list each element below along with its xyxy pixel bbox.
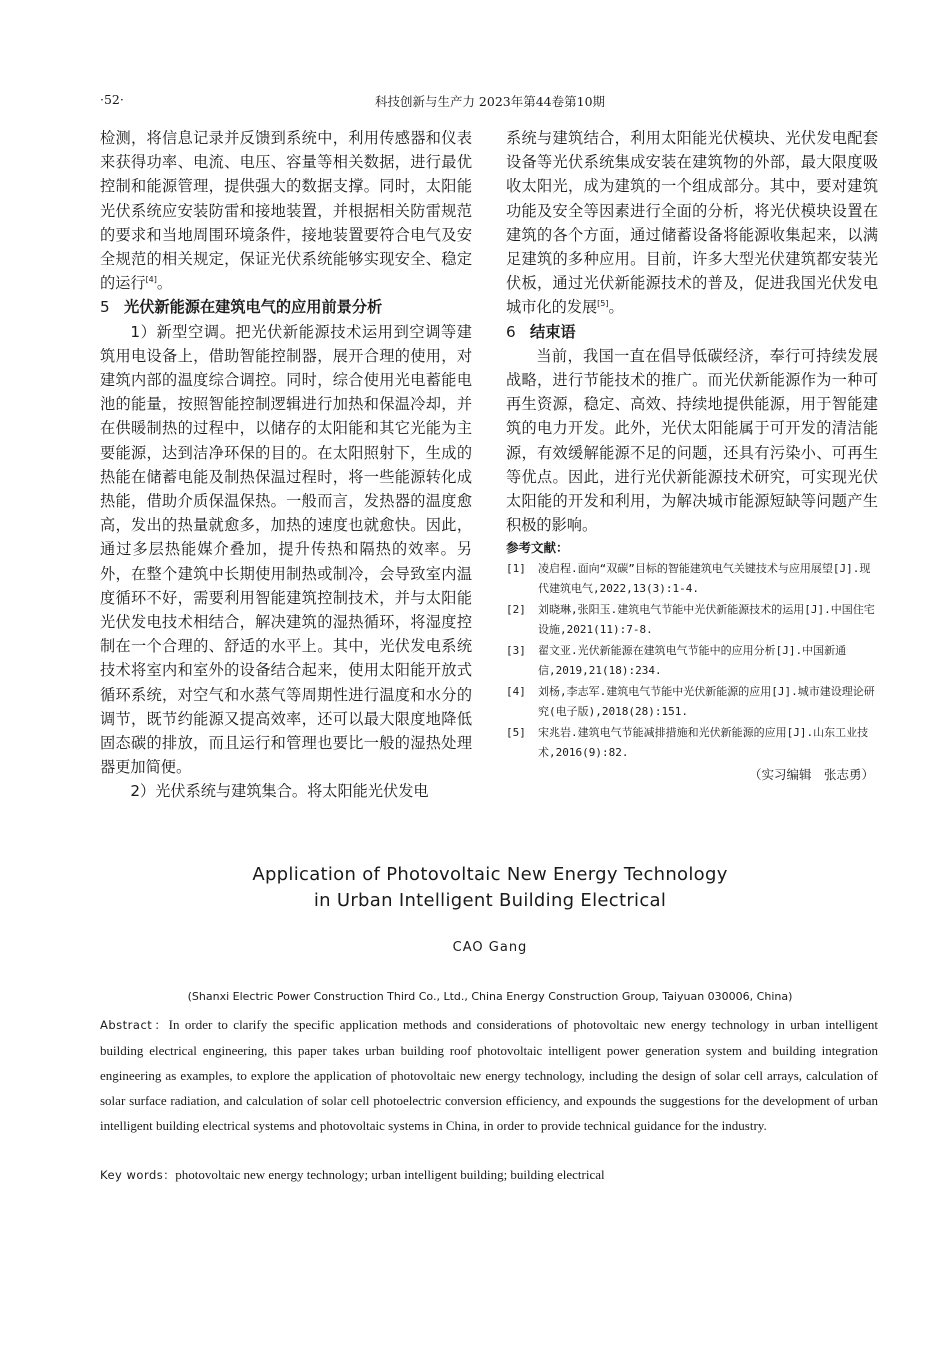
editor-note: （实习编辑 张志勇） — [748, 767, 874, 783]
reference-item: [1] 凌启程.面向“双碳”目标的智能建筑电气关键技术与应用展望[J].现代建筑电气,2022,13(3):1-4. — [506, 562, 871, 595]
abstract-text: In order to clarify the specific application methods and considerations of photovoltaic new energy technology in urban intelligent building electrical engineering, this paper takes urban building roof photovoltaic intelligent power generation system and building integration engineering as examples, to explore the application of photovoltaic new energy technology, including the design of solar cell arrays, calculation of solar surface radiation, and calculation of solar cell photoelectric conversion efficiency, and expounds the suggestions for the development of urban intelligent building electrical systems and photovoltaic systems in China, in order to provide technical guidance for the industry. — [100, 1017, 879, 1133]
right-paragraph-2: 当前，我国一直在倡导低碳经济，奉行可持续发展战略，进行节能技术的推广。而光伏新能源作为一种可再生资源，稳定、高效、持续地提供能源，用于智能建筑的电力开发。此外，光伏太阳能属于可开发的清洁能源，有效缓解能源不足的问题，还具有污染小、可再生等优点。因此，进行光伏新能源技术研究，可实现光伏太阳能的开发和利用，为解决城市能源短缺等问题产生积极的影响。 — [506, 346, 878, 535]
left-paragraph-1: 检测，将信息记录并反馈到系统中，利用传感器和仪表来获得功率、电流、电压、容量等相关数据，进行最优控制和能源管理，提供强大的数据支撑。同时，太阳能光伏系统应安装防雷和接地装置，并根据相关防雷规范的要求和当地周围环境条件，接地装置要符合电气及安全规范的相关规定，保证光伏系统能够实现安全、稳定的运行[4]。 — [100, 129, 472, 293]
keywords-label: Key words： — [100, 1168, 176, 1182]
reference-item: [4] 刘杨,李志军.建筑电气节能中光伏新能源的应用[J].城市建设理论研究(电子版),2018(28):151. — [506, 685, 875, 718]
english-author: CAO Gang — [452, 940, 528, 955]
left-paragraph-2: 1）新型空调。把光伏新能源技术运用到空调等建筑用电设备上，借助智能控制器，展开合理的使用，对建筑内部的温度综合调控。同时，综合使用光电蓄能电池的能量，按照智能控制逻辑进行加热和保温冷却，并在供暖制热的过程中，以储存的太阳能和其它光能为主要能源，达到洁净环保的目的。在太阳照射下，生成的热能在储蓄电能及制热保温过程时，将一些能源转化成热能，借助介质保温保热。一般而言，发热器的温度愈高，发出的热量就愈多，加热的速度也就愈快。因此，通过多层热能媒介叠加，提升传热和隔热的效率。另外，在整个建筑中长期使用制热或制冷，会导致室内温度循环不好，需要利用智能建筑控制技术，并与太阳能光伏发电技术相结合，解决建筑的湿热循环，将湿度控制在一个合理的、舒适的水平上。其中，光伏发电系统技术将室内和室外的设备结合起来，使用太阳能开放式循环系统，对空气和水蒸气等周期性进行温度和水分的调节，既节约能源又提高效率，还可以最大限度地降低固态碳的排放，而且运行和管理也要比一般的湿热处理器更加简便。 — [100, 322, 472, 777]
english-affiliation: (Shanxi Electric Power Construction Third Co., Ltd., China Energy Construction Group, Taiyuan 030006, China) — [187, 990, 793, 1003]
journal-title: 科技创新与生产力 2023年第44卷第10期 — [374, 94, 606, 109]
english-title: Application of Photovoltaic New Energy Technology in Urban Intelligent Building Electrical — [252, 864, 728, 911]
right-paragraph-1: 系统与建筑结合，利用太阳能光伏模块、光伏发电配套设备等光伏系统集成安装在建筑物的外部，最大限度吸收太阳光，成为建筑的一个组成部分。其中，要对建筑功能及安全等因素进行全面的分析，将光伏模块设置在建筑的各个方面，通过储蓄设备将能源收集起来，以满足建筑的多种应用。目前，许多大型光伏建筑都安装光伏板，通过光伏新能源技术的普及，促进我国光伏发电城市化的发展[5]。 — [506, 129, 878, 317]
english-abstract — [100, 1012, 878, 1138]
citation-5[interactable]: [5] — [597, 299, 609, 309]
reference-item: [3] 翟文亚.光伏新能源在建筑电气节能中的应用分析[J].中国新通信,2019,21(18):234. — [506, 644, 847, 677]
page-header — [100, 92, 880, 114]
page-number: ·52· — [100, 92, 124, 107]
left-column — [100, 126, 472, 804]
references-list — [506, 559, 878, 762]
section-5-heading: 5 光伏新能源在建筑电气的应用前景分析 — [100, 298, 383, 317]
abstract-label: Abstract： — [100, 1018, 169, 1032]
references-title: 参考文献： — [506, 540, 569, 556]
reference-item: [5] 宋兆岩.建筑电气节能减排措施和光伏新能源的应用[J].山东工业技术,2016(9):82. — [506, 726, 869, 759]
keywords-text: photovoltaic new energy technology; urban intelligent building; building electrical — [175, 1167, 605, 1182]
citation-4[interactable]: [4] — [145, 275, 157, 285]
right-column — [506, 126, 878, 786]
left-paragraph-3: 2）光伏系统与建筑集合。将太阳能光伏发电 — [130, 782, 429, 801]
section-6-heading: 6 结束语 — [506, 322, 576, 341]
reference-item: [2] 刘晓琳,张阳玉.建筑电气节能中光伏新能源技术的运用[J].中国住宅设施,2021(11):7-8. — [506, 603, 875, 636]
english-keywords — [100, 1162, 878, 1188]
